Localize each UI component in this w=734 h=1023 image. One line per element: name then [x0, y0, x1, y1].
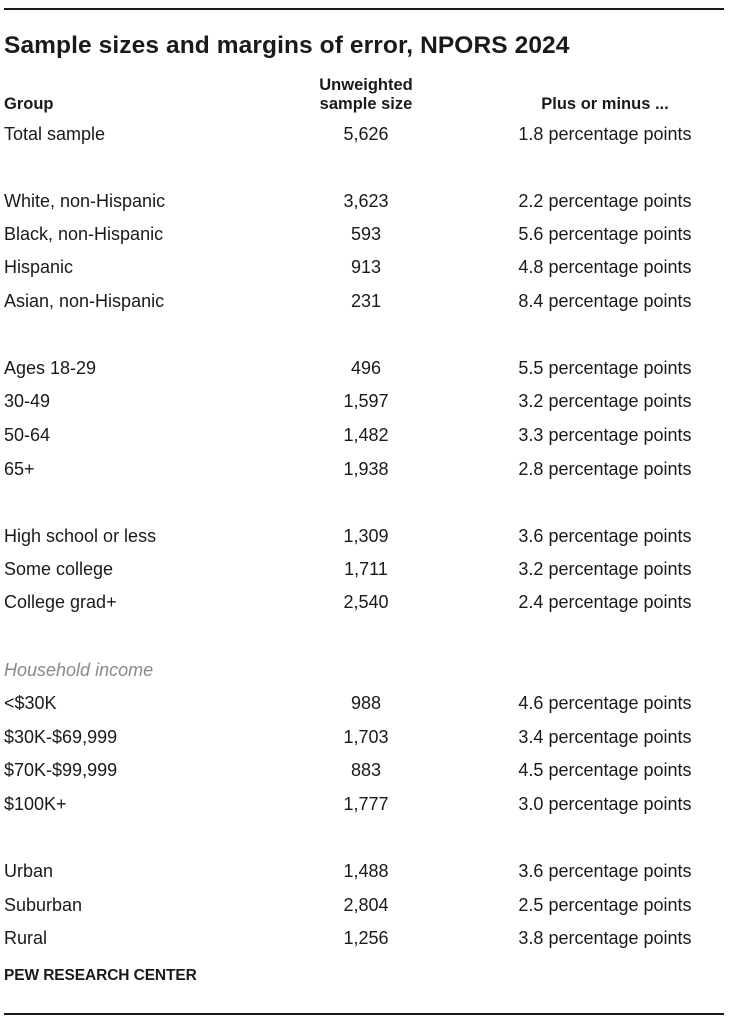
- row-sample-size: 2,804: [343, 895, 389, 915]
- row-margin-of-error: 2.2 percentage points: [518, 191, 692, 211]
- row-group: 50-64: [4, 425, 51, 445]
- row-group: White, non-Hispanic: [4, 191, 166, 211]
- section-label-household-income: Household income: [4, 660, 154, 680]
- row-group: Some college: [4, 559, 114, 579]
- table-row: [0, 256, 734, 278]
- row-sample-size: 1,777: [343, 794, 389, 814]
- table-row: [0, 525, 734, 547]
- row-group: Suburban: [4, 895, 83, 915]
- row-margin-of-error: 3.3 percentage points: [518, 425, 692, 445]
- table-row: [0, 123, 734, 145]
- row-margin-of-error: 2.8 percentage points: [518, 459, 692, 479]
- row-margin-of-error: 3.2 percentage points: [518, 391, 692, 411]
- row-margin-of-error: 2.4 percentage points: [518, 592, 692, 612]
- row-margin-of-error: 4.8 percentage points: [518, 257, 692, 277]
- row-group: Asian, non-Hispanic: [4, 291, 165, 311]
- bottom-rule: [4, 1013, 724, 1015]
- row-margin-of-error: 4.5 percentage points: [518, 760, 692, 780]
- row-sample-size: 2,540: [343, 592, 389, 612]
- row-sample-size: 1,597: [343, 391, 389, 411]
- table-row: [0, 591, 734, 613]
- row-group: High school or less: [4, 526, 157, 546]
- row-margin-of-error: 5.6 percentage points: [518, 224, 692, 244]
- row-group: College grad+: [4, 592, 117, 612]
- table-row: [0, 458, 734, 480]
- row-margin-of-error: 3.2 percentage points: [518, 559, 692, 579]
- row-sample-size: 988: [350, 693, 382, 713]
- table-row: [0, 424, 734, 446]
- table-row: [0, 357, 734, 379]
- row-group: 65+: [4, 459, 35, 479]
- row-sample-size: 496: [350, 358, 382, 378]
- row-margin-of-error: 1.8 percentage points: [518, 124, 692, 144]
- table-title: Sample sizes and margins of error, NPORS 2024: [4, 32, 570, 59]
- table-row: [0, 759, 734, 781]
- row-margin-of-error: 3.6 percentage points: [518, 526, 692, 546]
- row-sample-size: 913: [350, 257, 382, 277]
- row-group: 30-49: [4, 391, 51, 411]
- row-sample-size: 3,623: [343, 191, 389, 211]
- table-row: [0, 860, 734, 882]
- header-sample-size-line1: Unweighted: [319, 76, 413, 94]
- row-margin-of-error: 3.6 percentage points: [518, 861, 692, 881]
- row-sample-size: 1,256: [343, 928, 389, 948]
- row-group: Rural: [4, 928, 48, 948]
- table-row: [0, 290, 734, 312]
- header-margin-of-error: Plus or minus ...: [541, 95, 669, 113]
- table-row: [0, 726, 734, 748]
- row-sample-size: 5,626: [343, 124, 389, 144]
- source-credit: PEW RESEARCH CENTER: [4, 967, 197, 984]
- row-sample-size: 231: [350, 291, 382, 311]
- row-group: Ages 18-29: [4, 358, 97, 378]
- header-sample-size-line2: sample size: [319, 95, 413, 113]
- row-group: Black, non-Hispanic: [4, 224, 164, 244]
- row-margin-of-error: 3.0 percentage points: [518, 794, 692, 814]
- table-row: [0, 927, 734, 949]
- table-row: [0, 894, 734, 916]
- row-margin-of-error: 3.4 percentage points: [518, 727, 692, 747]
- header-sample-size: [285, 76, 447, 114]
- row-sample-size: 593: [350, 224, 382, 244]
- row-margin-of-error: 8.4 percentage points: [518, 291, 692, 311]
- top-rule: [4, 8, 724, 10]
- row-group: Total sample: [4, 124, 106, 144]
- row-group: <$30K: [4, 693, 57, 713]
- row-sample-size: 883: [350, 760, 382, 780]
- table-row: [0, 223, 734, 245]
- row-margin-of-error: 2.5 percentage points: [518, 895, 692, 915]
- row-sample-size: 1,938: [343, 459, 389, 479]
- row-group: $30K-$69,999: [4, 727, 118, 747]
- row-sample-size: 1,482: [343, 425, 389, 445]
- table-row: [0, 190, 734, 212]
- row-margin-of-error: 5.5 percentage points: [518, 358, 692, 378]
- table-row: [0, 390, 734, 412]
- header-group: Group: [4, 95, 54, 113]
- table-row: [0, 793, 734, 815]
- row-sample-size: 1,309: [343, 526, 389, 546]
- row-group: $70K-$99,999: [4, 760, 118, 780]
- row-group: Hispanic: [4, 257, 74, 277]
- row-sample-size: 1,703: [343, 727, 389, 747]
- table-row: [0, 692, 734, 714]
- row-group: $100K+: [4, 794, 67, 814]
- row-group: Urban: [4, 861, 54, 881]
- row-margin-of-error: 4.6 percentage points: [518, 693, 692, 713]
- row-sample-size: 1,711: [344, 559, 388, 579]
- row-sample-size: 1,488: [343, 861, 389, 881]
- table-row: [0, 558, 734, 580]
- row-margin-of-error: 3.8 percentage points: [518, 928, 692, 948]
